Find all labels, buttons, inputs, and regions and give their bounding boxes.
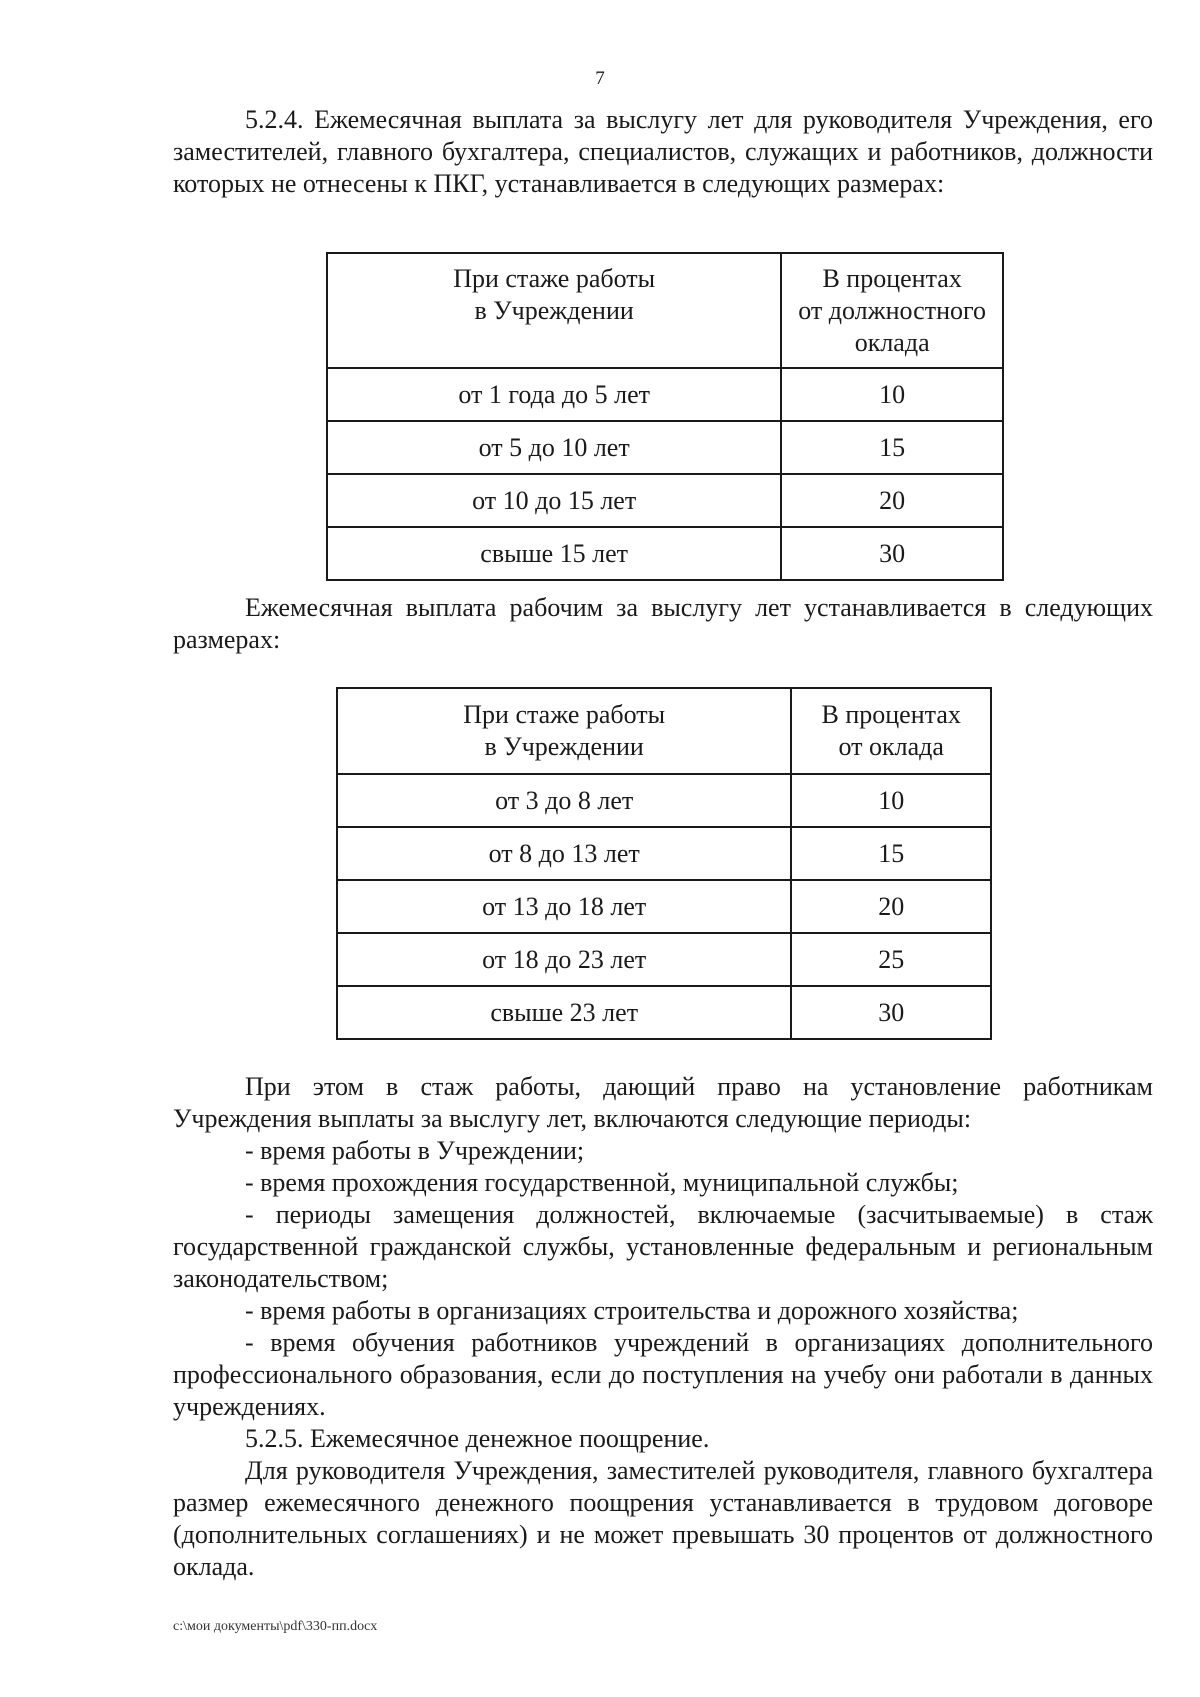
table-seniority-workers	[336, 687, 992, 1040]
table-row	[327, 474, 1003, 527]
cell-percent: 30	[791, 986, 991, 1039]
cell-percent: 10	[781, 368, 1003, 421]
list-item: - время обучения работников учреждений в организациях дополнительного профессионального образования, если до поступления на учебу они работали в данных учреждениях.	[173, 1328, 1153, 1421]
cell-period: свыше 15 лет	[327, 527, 781, 580]
paragraph-5-2-4: 5.2.4. Ежемесячная выплата за выслугу лет для руководителя Учреждения, его заместителей, главного бухгалтера, специалистов, служащих и работников, должности которых не отнесены к ПКГ, устанавливается в следующих размерах:	[173, 105, 1153, 198]
table-row	[337, 774, 991, 827]
list-item: - время прохождения государственной, муниципальной службы;	[245, 1168, 959, 1197]
cell-period: от 18 до 23 лет	[337, 933, 791, 986]
table-row	[327, 368, 1003, 421]
table-row	[337, 986, 991, 1039]
body-text-block	[173, 1071, 1153, 1583]
cell-percent: 15	[791, 827, 991, 880]
header-percent: В процентах от оклада	[791, 688, 991, 774]
table-seniority-staff	[326, 252, 1004, 581]
cell-period: от 1 года до 5 лет	[327, 368, 781, 421]
table-row	[337, 880, 991, 933]
cell-percent: 20	[791, 880, 991, 933]
cell-period: от 5 до 10 лет	[327, 421, 781, 474]
paragraph-bonus: Для руководителя Учреждения, заместителей руководителя, главного бухгалтера размер ежемесячного денежного поощрения устанавливается в трудовом договоре (дополнительных соглашениях) и не может превышать 30 процентов от должностного оклада.	[173, 1456, 1153, 1581]
table-row	[337, 827, 991, 880]
table-row	[327, 421, 1003, 474]
table-row	[327, 527, 1003, 580]
list-item: - периоды замещения должностей, включаемые (засчитываемые) в стаж государственной гражданской службы, установленные федеральным и региональным законодательством;	[173, 1200, 1153, 1293]
cell-period: свыше 23 лет	[337, 986, 791, 1039]
cell-percent: 30	[781, 527, 1003, 580]
table-row	[337, 933, 991, 986]
paragraph-periods: При этом в стаж работы, дающий право на установление работникам Учреждения выплаты за выслугу лет, включаются следующие периоды:	[173, 1072, 1153, 1133]
page-number: 7	[595, 68, 605, 89]
header-percent: В процентах от должностного оклада	[781, 253, 1003, 368]
list-item: - время работы в Учреждении;	[245, 1136, 585, 1165]
footer-file-path: c:\мои документы\pdf\330-пп.docx	[173, 1619, 378, 1634]
paragraph-5-2-5: 5.2.5. Ежемесячное денежное поощрение.	[245, 1424, 710, 1453]
cell-percent: 25	[791, 933, 991, 986]
cell-period: от 13 до 18 лет	[337, 880, 791, 933]
cell-percent: 20	[781, 474, 1003, 527]
cell-period: от 8 до 13 лет	[337, 827, 791, 880]
cell-percent: 15	[781, 421, 1003, 474]
cell-period: от 3 до 8 лет	[337, 774, 791, 827]
table-header-row	[327, 253, 1003, 368]
cell-period: от 10 до 15 лет	[327, 474, 781, 527]
paragraph-workers: Ежемесячная выплата рабочим за выслугу лет устанавливается в следующих размерах:	[173, 593, 1153, 654]
header-period: При стаже работы в Учреждении	[337, 688, 791, 774]
header-period: При стаже работы в Учреждении	[327, 253, 781, 368]
table-header-row	[337, 688, 991, 774]
list-item: - время работы в организациях строительства и дорожного хозяйства;	[245, 1296, 1019, 1325]
cell-percent: 10	[791, 774, 991, 827]
